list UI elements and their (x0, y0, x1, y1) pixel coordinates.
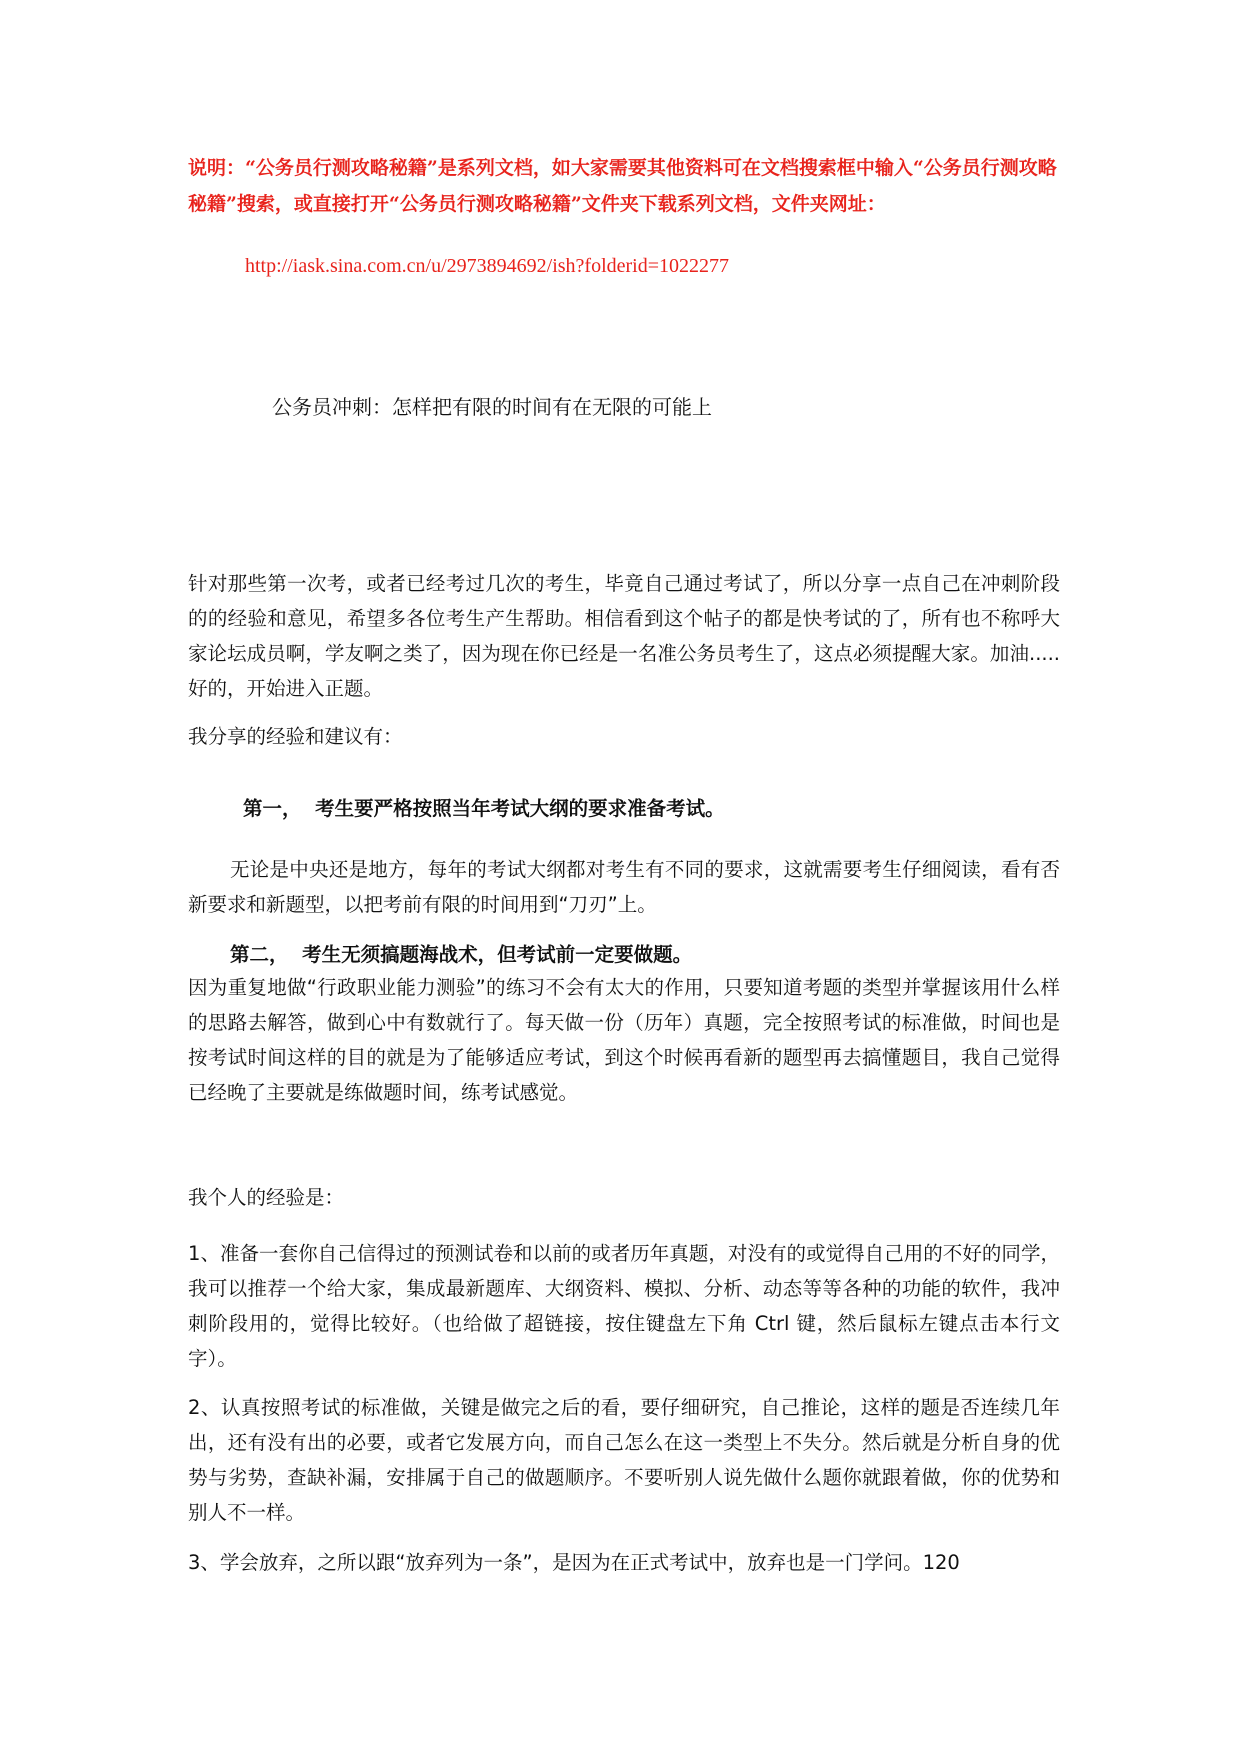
personal-intro-paragraph: 我个人的经验是： (188, 1186, 345, 1209)
share-intro-paragraph: 我分享的经验和建议有： (188, 725, 403, 748)
point-one-heading: 第一， 考生要严格按照当年考试大纲的要求准备考试。 (243, 797, 725, 820)
intro-paragraph: 针对那些第一次考，或者已经考过几次的考生，毕竟自己通过考试了，所以分享一点自己在冲刺阶段的的经验和意见，希望多各位考生产生帮助。相信看到这个帖子的都是快考试的了，所有也不称呼大家论坛成员啊，学友啊之类了，因为现在你已经是一名准公务员考生了，这点必须提醒大家。加油.....好的，开始进入正题。 (188, 572, 1060, 700)
article-title: 公务员冲刺：怎样把有限的时间有在无限的可能上 (272, 395, 712, 419)
point-one-body: 无论是中央还是地方，每年的考试大纲都对考生有不同的要求，这就需要考生仔细阅读，看有否新要求和新题型，以把考前有限的时间用到“刀刃”上。 (188, 858, 1060, 916)
experience-item-2: 2、认真按照考试的标准做，关键是做完之后的看，要仔细研究，自己推论，这样的题是否连续几年出，还有没有出的必要，或者它发展方向，而自己怎么在这一类型上不失分。然后就是分析自身的优势与劣势，查缺补漏，安排属于自己的做题顺序。不要听别人说先做什么题你就跟着做，你的优势和别人不一样。 (188, 1396, 1060, 1524)
experience-item-3: 3、学会放弃，之所以跟“放弃列为一条”，是因为在正式考试中，放弃也是一门学问。120 (188, 1551, 960, 1574)
experience-item-1[interactable]: 1、准备一套你自己信得过的预测试卷和以前的或者历年真题，对没有的或觉得自己用的不好的同学，我可以推荐一个给大家，集成最新题库、大纲资料、模拟、分析、动态等等各种的功能的软件，我冲刺阶段用的，觉得比较好。（也给做了超链接，按住键盘左下角 Ctrl 键，然后鼠标左键点击本行文字）。 (188, 1242, 1060, 1370)
point-two-body: 因为重复地做“行政职业能力测验”的练习不会有太大的作用，只要知道考题的类型并掌握该用什么样的思路去解答，做到心中有数就行了。每天做一份（历年）真题，完全按照考试的标准做，时间也是按考试时间这样的目的就是为了能够适应考试，到这个时候再看新的题型再去搞懂题目，我自己觉得已经晚了主要就是练做题时间，练考试感觉。 (188, 976, 1060, 1104)
folder-url-link[interactable]: http://iask.sina.com.cn/u/2973894692/ish?folderid=1022277 (245, 255, 730, 277)
notice-text: 说明：“公务员行测攻略秘籍”是系列文档，如大家需要其他资料可在文档搜索框中输入“公务员行测攻略秘籍”搜索，或直接打开“公务员行测攻略秘籍”文件夹下载系列文档，文件夹网址： (188, 157, 1057, 215)
point-two-heading: 第二， 考生无须搞题海战术，但考试前一定要做题。 (230, 943, 693, 966)
